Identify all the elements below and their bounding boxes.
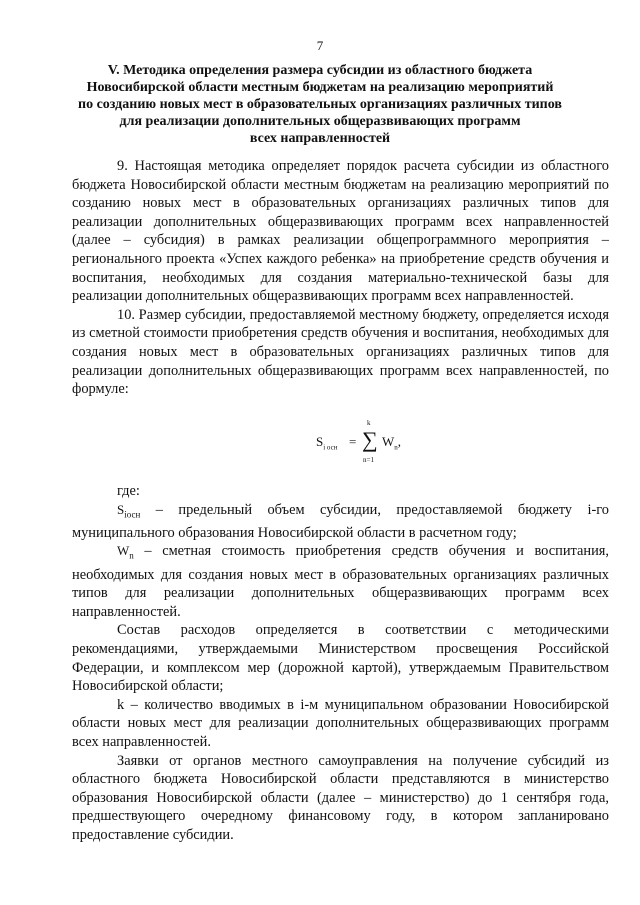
applications-paragraph: Заявки от органов местного самоуправления на получение субсидий из областного бюджета Новосибирской области представляются в министерство образования Новосибирской области (далее – министерство) до 1 сентября года, предшествующего очередному финансовому году, в котором запланировано предоставление субсидии.	[72, 752, 609, 843]
heading-line: Новосибирской области местным бюджетам на реализацию мероприятий	[86, 80, 554, 95]
composition-paragraph: Состав расходов определяется в соответствии с методическими рекомендациями, утверждаемыми Министерством просвещения Российской Федерации, и комплексом мер (дорожной картой), утверждаемым Правительством Новосибирской области;	[72, 622, 609, 695]
formula-equals: =	[349, 434, 357, 449]
definition-w: $W_n$ – сметная стоимость приобретения средств обучения и воспитания, необходимых для создания новых мест в образовательных организациях различных типов для реализации дополнительных общеразвивающих программ всех направленностей.	[72, 543, 609, 620]
heading-line: по созданию новых мест в образовательных организациях различных типов	[78, 97, 562, 112]
formula-lower-limit: n=1	[363, 456, 374, 464]
definition-s: $S_{iосн}$ – предельный объем субсидии, предоставляемой бюджету i-го муниципального образования Новосибирской области в расчетном году;	[72, 501, 609, 541]
section-heading	[70, 62, 570, 147]
heading-line: всех направленностей	[249, 131, 391, 146]
subsidy-formula	[316, 418, 436, 470]
where-label: где:	[117, 483, 140, 499]
body-text-upper	[72, 157, 609, 399]
formula-lhs: $S_{i осн}$	[316, 434, 338, 452]
paragraph-10: 10. Размер субсидии, предоставляемой местному бюджету, определяется исходя из сметной стоимости приобретения средств обучения и воспитания, необходимых для создания новых мест в образовательных организациях различных типов для реализации дополнительных общеразвивающих программ всех направленностей, по формуле:	[72, 306, 609, 398]
formula-upper-limit: k	[367, 419, 371, 427]
page-number: 7	[316, 38, 324, 53]
paragraph-9: 9. Настоящая методика определяет порядок расчета субсидии из областного бюджета Новосибирской области местным бюджетам на реализацию мероприятий по созданию новых мест в образовательных организациях различных типов для реализации дополнительных общеразвивающих программ всех направленностей (далее – субсидия) в рамках реализации общепрограммного мероприятия – регионального проекта «Успех каждого ребенка» на приобретение средств обучения и воспитания, необходимых для создания материально-технической базы для реализации дополнительных общеразвивающих программ всех направленностей.	[72, 158, 609, 305]
formula-term: $W_n$,	[382, 434, 402, 452]
definition-k: k – количество вводимых в i-м муниципальном образовании Новосибирской области новых мест для реализации дополнительных общеразвивающих программ всех направленностей.	[72, 696, 609, 750]
heading-line: для реализации дополнительных общеразвивающих программ	[119, 114, 521, 129]
heading-line: V. Методика определения размера субсидии из областного бюджета	[107, 63, 533, 78]
body-text-lower	[72, 482, 609, 844]
sum-symbol: ∑	[362, 427, 378, 452]
